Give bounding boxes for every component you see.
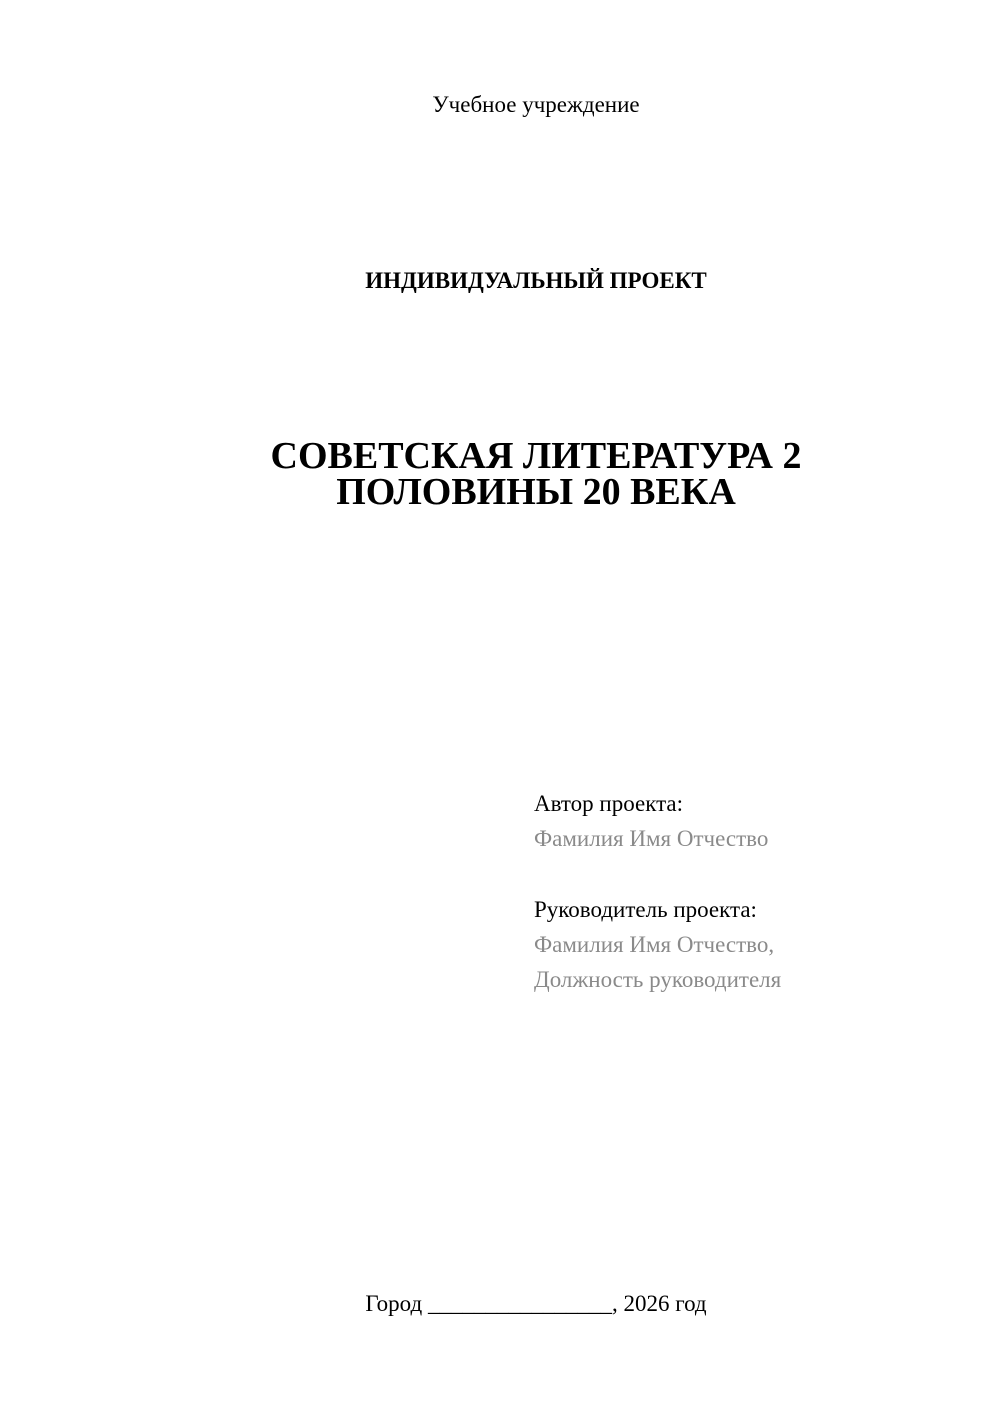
project-title-line-1: СОВЕТСКАЯ ЛИТЕРАТУРА 2 [270,435,802,477]
document-type: ИНДИВИДУАЛЬНЫЙ ПРОЕКТ [365,268,707,293]
project-title [0,435,1000,513]
supervisor-name: Фамилия Имя Отчество, [534,932,775,957]
author-label: Автор проекта: [534,791,683,816]
supervisor-position: Должность руководителя [534,967,782,992]
city-year-footer: Город ________________, 2026 год [365,1291,707,1316]
author-name: Фамилия Имя Отчество [534,826,769,851]
supervisor-label: Руководитель проекта: [534,897,757,922]
institution-name: Учебное учреждение [432,92,640,117]
project-title-line-2: ПОЛОВИНЫ 20 ВЕКА [336,471,736,513]
